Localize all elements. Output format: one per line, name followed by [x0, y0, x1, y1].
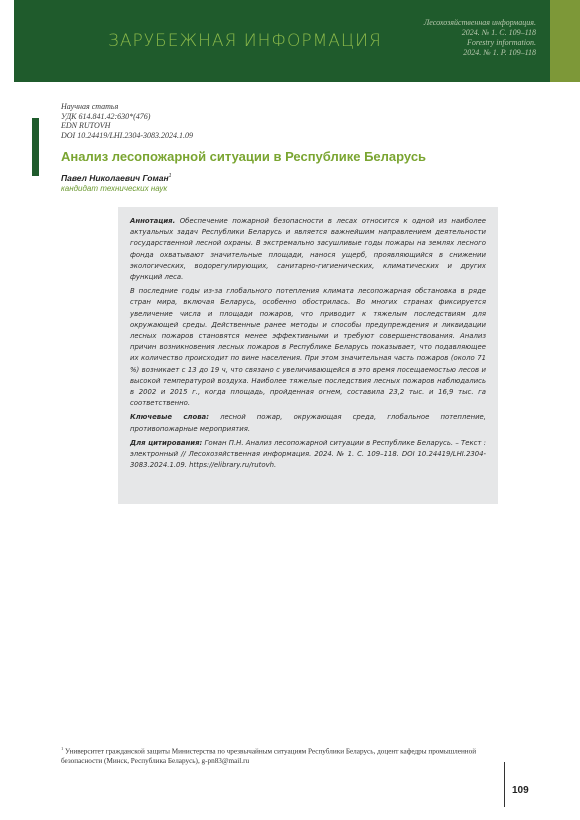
citation-en-line-1: Forestry information. — [466, 38, 536, 47]
author-footnote-marker: 1 — [168, 173, 172, 180]
citation-en-line-2: 2024. № 1. P. 109–118 — [463, 48, 536, 57]
footnote-text: Университет гражданской защиты Министерства по чрезвычайным ситуациям Республики Беларусь, доцент кафедры промышленной безопасности (Минск, Республика Беларусь), g-pn83@mail.ru — [61, 747, 477, 765]
header-band — [108, 0, 550, 82]
page-number: 109 — [512, 785, 529, 796]
footnote — [61, 744, 501, 766]
citation-paragraph — [130, 438, 486, 472]
abstract-text — [130, 216, 486, 474]
section-title: ЗАРУБЕЖНАЯ ИНФОРМАЦИЯ — [108, 31, 382, 51]
citation-label: Для цитирования: — [130, 438, 203, 447]
abstract-paragraph-2: В последние годы из-за глобального потепления климата лесопожарная обстановка в ряде стран мира, включая Беларусь, особенно обострилась. Во многих странах фиксируется увеличение числа и площади пожаров, что приводит к тяжелым последствиям для окружающей среды. Действенные ранее методы и способы предупреждения и ликвидации лесных пожаров становятся менее эффективными и требуют совершенствования. Анализ причин возникновения лесных пожаров в Республике Беларусь показывает, что подавляющее их количество происходит по вине населения. При этом значительная часть пожаров (около 71 %) возникает с 13 до 19 ч, что связано с увеличивающейся в это время посещаемостью лесов и высокой температурой воздуха. Наиболее тяжелые последствия лесных пожаров наблюдались в 2002 и 2015 г., когда площадь, пройденная огнем, составила 23,2 тыс. и 16,9 тыс. га соответственно. — [130, 287, 486, 408]
citation-ru-line-1: Лесохозяйственная информация. — [423, 18, 536, 27]
page-number-divider — [504, 762, 505, 807]
journal-citation — [376, 18, 536, 58]
citation-text: Гоман П.Н. Анализ лесопожарной ситуации в Республике Беларусь. – Текст : электронный // Лесохозяйственная информация. 2024. № 1. С. 109–118. DOI 10.24419/LHI.2304-3083.2024.1.09. https://elibrary.ru/rutovh. — [130, 438, 486, 470]
abstract-paragraph-1 — [130, 216, 486, 283]
edn: EDN RUTOVH — [61, 121, 111, 130]
keywords-label: Ключевые слова: — [130, 413, 209, 422]
keywords-paragraph — [130, 412, 486, 434]
article-title: Анализ лесопожарной ситуации в Республике Беларусь — [61, 149, 427, 164]
article-meta — [61, 102, 361, 140]
keywords-text: лесной пожар, окружающая среда, глобальное потепление, противопожарные мероприятия. — [130, 413, 486, 433]
article-type: Научная статья — [61, 102, 119, 111]
author-name — [61, 173, 361, 183]
footnote-marker: 1 — [61, 746, 64, 751]
abstract-p1: Обеспечение пожарной безопасности в лесах относится к одной из наиболее актуальных задач Республики Беларусь и является важнейшим направлением деятельности государственной лесной охраны. В экстремально засушливые годы пожары на землях лесного фонда охватывают значительные площади, нанося ущерб, проявляющийся в снижении экологических, водорегулирующих, санитарно-гигиенических, климатических и других функций леса. — [130, 217, 486, 282]
author-name-text: Павел Николаевич Гоман — [61, 173, 169, 183]
author-degree: кандидат технических наук — [61, 184, 168, 193]
header-green-block — [14, 0, 108, 82]
olive-accent-bar — [550, 0, 580, 82]
udk: УДК 614.841.42:630*(476) — [61, 111, 151, 121]
citation-ru-line-2: 2024. № 1. С. 109–118 — [461, 28, 536, 37]
doi: DOI 10.24419/LHI.2304-3083.2024.1.09 — [61, 130, 193, 140]
abstract-box — [118, 207, 498, 504]
title-accent-bar — [32, 118, 39, 176]
abstract-label: Аннотация. — [130, 217, 176, 225]
